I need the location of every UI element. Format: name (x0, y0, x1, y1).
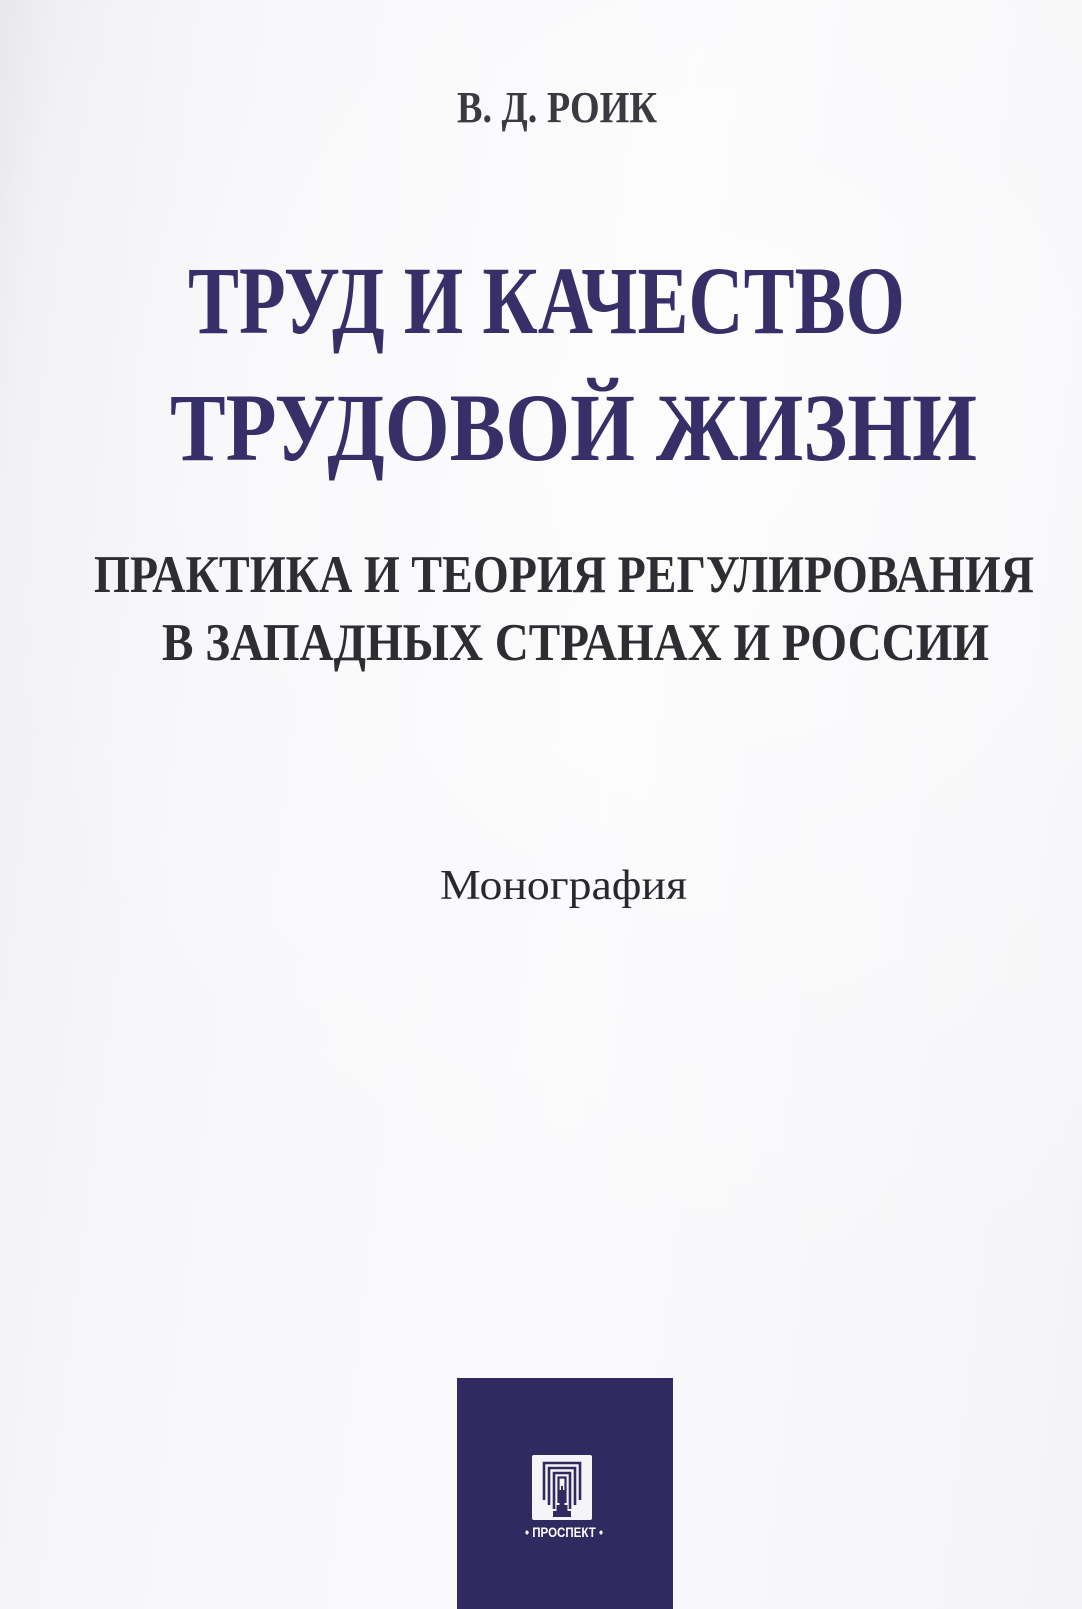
publisher-panel (457, 1378, 673, 1609)
publisher-name: • ПРОСПЕКТ • (525, 1525, 604, 1540)
book-subtitle-line-1: ПРАКТИКА И ТЕОРИЯ РЕГУЛИРОВАНИЯ (94, 546, 1034, 604)
edition-type-label: Монография (440, 863, 687, 909)
author-name: В. Д. РОИК (457, 83, 658, 132)
book-subtitle-line-2: В ЗАПАДНЫХ СТРАНАХ И РОССИИ (162, 614, 989, 672)
book-title-line-1: ТРУД И КАЧЕСТВО (188, 247, 905, 354)
book-title-line-2: ТРУДОВОЙ ЖИЗНИ (170, 374, 977, 481)
